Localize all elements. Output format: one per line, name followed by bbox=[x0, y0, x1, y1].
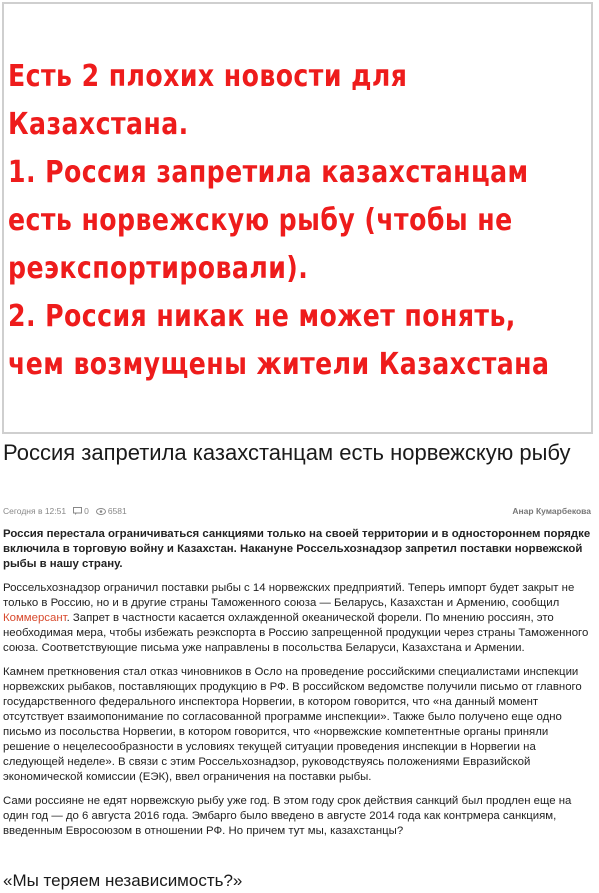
banner-line: реэкспортировали). bbox=[8, 251, 309, 286]
banner-line: есть норвежскую рыбу (чтобы не bbox=[8, 203, 513, 238]
comment-icon bbox=[73, 507, 82, 515]
article-paragraph-2: Камнем преткновения стал отказ чиновников в Осло на проведение российскими специалистами инспекции норвежских рыбаков, поставляющих продукцию в РФ. В российском ведомстве получили письмо от главного государственного федерального инспектора Норвегии, в котором говорится, что «на данный момент отсутствует взаимопонимание по согласованной программе инспекции». Также было получено еще одно письмо из посольства Норвегии, в котором говорится, что «норвежские компетентные органы приняли решение о нецелесообразности в условиях текущей ситуации проведения инспекции в Норвегии на следующей неделе». В связи с этим Россельхознадзор, руководствуясь положениями Евразийской экономической комиссии (ЕЭК), ввел ограничения на поставки рыбы. bbox=[3, 666, 582, 783]
publish-time: Сегодня в 12:51 bbox=[3, 506, 67, 516]
article-paragraph-3: Сами россияне не едят норвежскую рыбу уже год. В этом году срок действия санкций был продлен еще на один год — до 6 августа 2016 года. Эмбарго было введено в августе 2014 года как контрмера санкциям, введенным Евросоюзом в отношении РФ. Но причем тут мы, казахстанцы? bbox=[3, 795, 572, 837]
banner-line: 1. Россия запретила казахстанцам bbox=[8, 155, 529, 190]
source-link[interactable]: Коммерсант bbox=[3, 612, 67, 624]
article-meta bbox=[3, 504, 591, 518]
views-count bbox=[96, 506, 127, 516]
article-lead: Россия перестала ограничиваться санкциями только на своей территории и в одностороннем порядке включила в торговую войну и Казахстан. Накануне Россельхознадзор запретил поставки норвежской рыбы в нашу страну. bbox=[3, 528, 591, 570]
article-title: Россия запретила казахстанцам есть норвежскую рыбу bbox=[3, 440, 571, 465]
article-paragraph-1 bbox=[3, 581, 597, 656]
banner-text bbox=[8, 53, 550, 389]
banner-line: Есть 2 плохих новости для bbox=[8, 59, 408, 94]
article-subheading: «Мы теряем независимость?» bbox=[3, 871, 243, 890]
views-count-value: 6581 bbox=[107, 506, 127, 516]
paragraph-text: . Запрет в частности касается охлажденной океанической форели. По мнению россиян, это необходимая мера, чтобы избежать реэкспорта в Россию запрещенной продукции через страны Таможенного союза. Соответствующие письма уже направлены в посольства Беларуси, Казахстана и Армении. bbox=[3, 612, 589, 654]
comments-count-value: 0 bbox=[84, 506, 89, 516]
article-body bbox=[3, 527, 597, 848]
banner-line: 2. Россия никак не может понять, bbox=[8, 299, 516, 334]
article-author[interactable]: Анар Кумарбекова bbox=[512, 506, 591, 516]
banner-line: Казахстана. bbox=[8, 107, 189, 142]
eye-icon bbox=[96, 508, 106, 515]
paragraph-text: Россельхознадзор ограничил поставки рыбы с 14 норвежских предприятий. Теперь импорт будет закрыт не только в Россию, но и в другие страны Таможенного союза — Беларусь, Казахстан и Армению, сообщил bbox=[3, 582, 575, 609]
banner-line: чем возмущены жители Казахстана bbox=[8, 347, 550, 382]
comments-count[interactable] bbox=[73, 506, 89, 516]
